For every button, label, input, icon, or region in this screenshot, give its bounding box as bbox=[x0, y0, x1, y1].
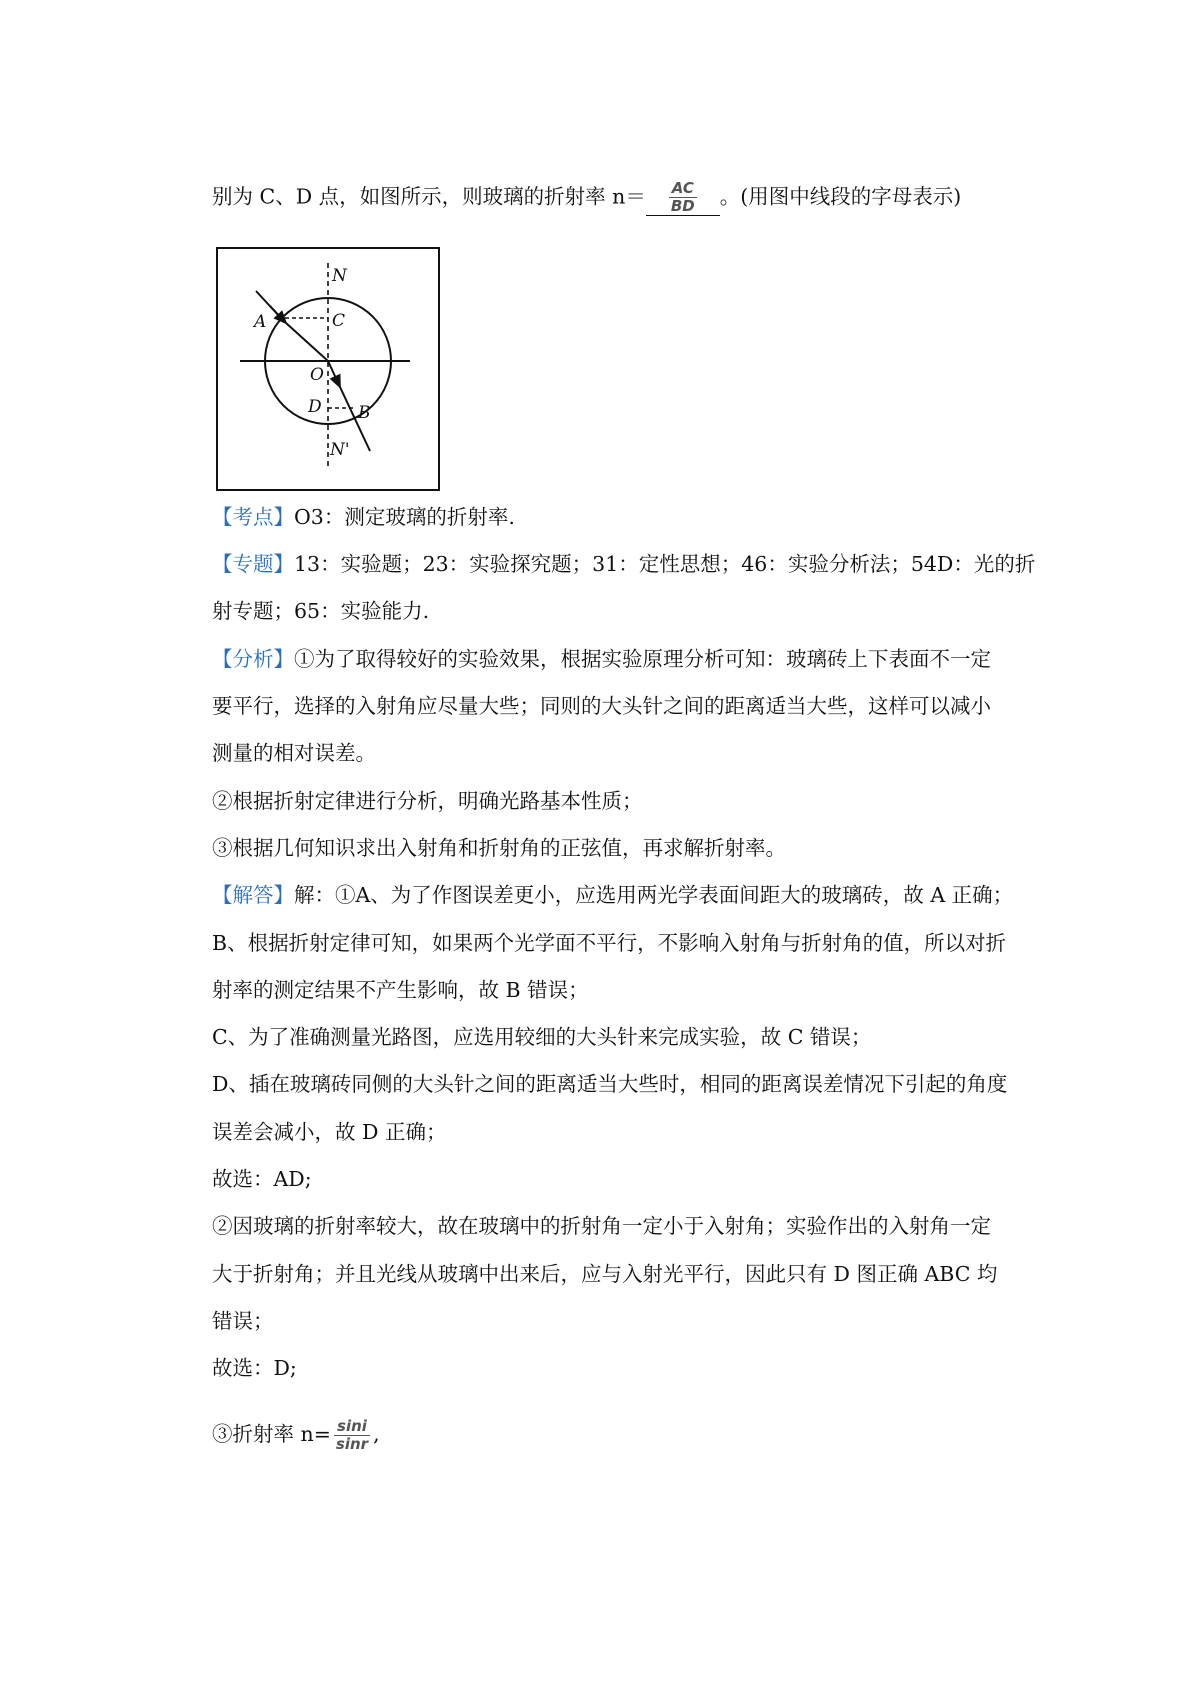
jieda-tag: 【解答】 bbox=[212, 883, 294, 907]
jieda-text-1: 解：①A、为了作图误差更小，应选用两光学表面间距大的玻璃砖，故 A 正确； bbox=[294, 883, 1014, 907]
kaodian-text: O3：测定玻璃的折射率. bbox=[294, 505, 515, 529]
answer-denominator: BD bbox=[670, 197, 695, 215]
fenxi-text-1: ①为了取得较好的实验效果，根据实验原理分析可知：玻璃砖上下表面不一定 bbox=[294, 647, 991, 671]
zhuanti-line-1 bbox=[212, 549, 1035, 579]
refracted-arrow bbox=[328, 361, 340, 387]
jieda-line-1 bbox=[212, 880, 1013, 910]
formula-numerator: sini bbox=[337, 1417, 367, 1435]
jieda-line-4: C、为了准确测量光路图，应选用较细的大头针来完成实验，故 C 错误； bbox=[212, 1025, 872, 1049]
jieda-line-5: D、插在玻璃砖同侧的大头针之间的距离适当大些时，相同的距离误差情况下引起的角度 bbox=[212, 1072, 1008, 1096]
formula-line bbox=[212, 1418, 380, 1453]
incident-ray-inner bbox=[286, 323, 328, 361]
answer-numerator: AC bbox=[671, 179, 694, 197]
question-after: 。(用图中线段的字母表示) bbox=[719, 184, 962, 209]
label-o: O bbox=[310, 365, 324, 385]
jieda-line-10: 错误； bbox=[212, 1309, 274, 1333]
jieda-line-6: 误差会减小，故 D 正确； bbox=[212, 1120, 447, 1144]
formula-denominator: sinr bbox=[335, 1435, 369, 1453]
fenxi-line-5: ③根据几何知识求出入射角和折射角的正弦值，再求解折射率。 bbox=[212, 836, 786, 860]
jieda-line-7: 故选：AD; bbox=[212, 1167, 312, 1191]
question-before: 别为 C、D 点，如图所示，则玻璃的折射率 n＝ bbox=[212, 184, 646, 209]
zhuanti-line-2: 射专题；65：实验能力. bbox=[212, 599, 430, 623]
fenxi-line-4: ②根据折射定律进行分析，明确光路基本性质； bbox=[212, 789, 643, 813]
label-d: D bbox=[308, 397, 322, 417]
label-n-prime: N' bbox=[330, 440, 350, 460]
fenxi-line-2: 要平行，选择的入射角应尽量大些；同则的大头针之间的距离适当大些，这样可以减小 bbox=[212, 694, 991, 718]
fenxi-line-3: 测量的相对误差。 bbox=[212, 741, 376, 765]
formula-fraction bbox=[334, 1418, 370, 1453]
zhuanti-tag: 【专题】 bbox=[212, 552, 294, 576]
jieda-line-3: 射率的测定结果不产生影响，故 B 错误； bbox=[212, 978, 589, 1002]
answer-fraction bbox=[669, 180, 697, 215]
jieda-line-11: 故选：D; bbox=[212, 1356, 297, 1380]
fenxi-line-1 bbox=[212, 644, 991, 674]
refraction-diagram-svg bbox=[216, 247, 440, 491]
label-a: A bbox=[254, 312, 267, 332]
formula-suffix: , bbox=[373, 1422, 380, 1446]
kaodian-tag: 【考点】 bbox=[212, 505, 294, 529]
answer-blank bbox=[646, 180, 720, 216]
jieda-line-2: B、根据折射定律可知，如果两个光学面不平行，不影响入射角与折射角的值，所以对折 bbox=[212, 931, 1007, 955]
label-b: B bbox=[358, 403, 371, 423]
refraction-diagram bbox=[216, 247, 440, 491]
jieda-line-9: 大于折射角；并且光线从玻璃中出来后，应与入射光平行，因此只有 D 图正确 ABC 均 bbox=[212, 1262, 998, 1286]
formula-prefix: ③折射率 n= bbox=[212, 1422, 331, 1446]
label-n: N bbox=[332, 266, 347, 286]
label-c: C bbox=[332, 311, 346, 331]
question-line bbox=[212, 180, 961, 216]
zhuanti-text-1: 13：实验题；23：实验探究题；31：定性思想；46：实验分析法；54D：光的折 bbox=[294, 552, 1036, 576]
incident-arrow bbox=[270, 306, 286, 323]
kaodian-line bbox=[212, 502, 515, 532]
fenxi-tag: 【分析】 bbox=[212, 647, 294, 671]
jieda-line-8: ②因玻璃的折射率较大，故在玻璃中的折射角一定小于入射角；实验作出的入射角一定 bbox=[212, 1214, 991, 1238]
